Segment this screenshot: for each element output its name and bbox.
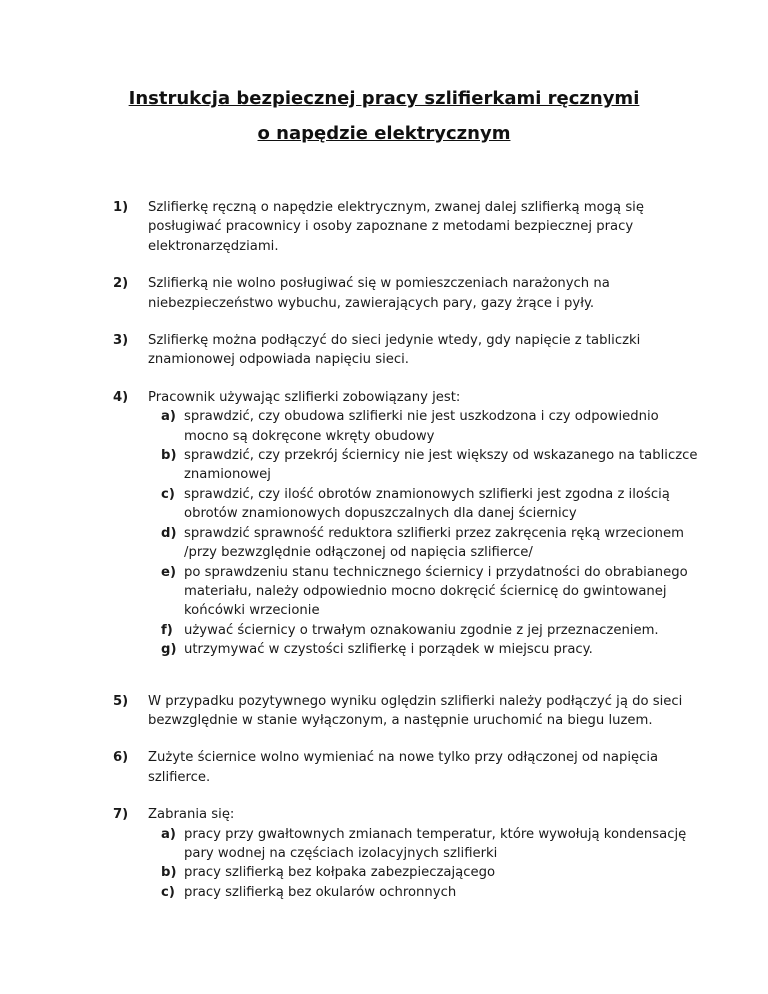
sub-list-item	[148, 407, 698, 446]
sub-list-item	[148, 863, 698, 882]
item-number: 1)	[113, 200, 129, 215]
sub-list-item	[148, 563, 698, 621]
sub-item-text: pracy przy gwałtownych zmianach temperatur, które wywołują kondensację pary wodnej na częściach izolacyjnych szlifierki	[184, 826, 687, 861]
list-item	[0, 692, 768, 731]
sub-item-text: używać ściernicy o trwałym oznakowaniu zgodnie z jej przeznaczeniem.	[184, 622, 659, 638]
sub-item-text: po sprawdzeniu stanu technicznego ściernicy i przydatności do obrabianego materiału, należy odpowiednio mocno dokręcić ściernicę do gwintowanej końcówki wrzecionie	[184, 564, 688, 619]
list-item	[0, 274, 768, 313]
item-text: Zużyte ściernice wolno wymieniać na nowe tylko przy odłączonej od napięcia szlifierce.	[148, 750, 659, 785]
sub-item-letter: c)	[161, 884, 175, 900]
sub-item-letter: g)	[161, 642, 177, 658]
list-item	[0, 805, 768, 902]
sub-item-text: sprawdzić, czy przekrój ściernicy nie jest większy od wskazanego na tabliczce znamionowej	[184, 448, 698, 483]
sub-item-letter: b)	[161, 865, 177, 881]
item-number: 3)	[113, 333, 129, 349]
item-number: 7)	[113, 807, 129, 823]
item-number: 2)	[113, 276, 129, 292]
instruction-list	[0, 180, 768, 902]
item-text: Zabrania się:	[148, 807, 235, 823]
document-title-line-2: o napędzie elektrycznym	[257, 123, 511, 144]
sub-item-letter: a)	[161, 826, 176, 842]
sub-item-letter: b)	[161, 448, 177, 464]
sub-list-item	[148, 825, 698, 864]
sub-item-text: sprawdzić, czy ilość obrotów znamionowych szlifierki jest zgodna z ilością obrotów znamionowych dopuszczalnych dla danej ściernicy	[184, 486, 670, 522]
sub-item-text: utrzymywać w czystości szlifierkę i porządek w miejscu pracy.	[184, 642, 593, 658]
sub-item-text: pracy szlifierką bez okularów ochronnych	[184, 884, 457, 900]
document-title-line-1: Instrukcja bezpiecznej pracy szlifierkami ręcznymi	[128, 88, 640, 109]
sub-item-text: sprawdzić sprawność reduktora szlifierki przez zakręcenia ręką wrzecionem /przy bezwzględnie odłączonej od napięcia szlifierce/	[184, 525, 684, 561]
sub-item-letter: e)	[161, 564, 176, 580]
list-item	[0, 388, 768, 660]
list-item	[0, 748, 768, 787]
item-text: Szlifierkę ręczną o napędzie elektrycznym, zwanej dalej szlifierką mogą się posługiwać pracownicy i osoby zapoznane z metodami bezpiecznej pracy elektronarzędziami.	[148, 200, 644, 254]
item-text: W przypadku pozytywnego wyniku oględzin szlifierki należy podłączyć ją do sieci bezwzględnie w stanie wyłączonym, a następnie uruchomić na biegu luzem.	[148, 693, 683, 728]
sub-item-text: pracy szlifierką bez kołpaka zabezpieczającego	[184, 865, 496, 881]
list-item	[0, 198, 768, 256]
item-number: 6)	[113, 750, 129, 766]
sub-list-item	[148, 640, 698, 659]
sub-list-item	[148, 883, 698, 902]
list-item	[0, 331, 768, 370]
item-number: 4)	[113, 389, 129, 405]
sub-item-text: sprawdzić, czy obudowa szlifierki nie jest uszkodzona i czy odpowiednio mocno są dokręcone wkręty obudowy	[184, 409, 659, 444]
item-number: 5)	[113, 693, 129, 709]
sub-item-letter: c)	[161, 486, 175, 502]
sub-item-letter: a)	[161, 409, 176, 425]
sub-item-letter: d)	[161, 525, 177, 541]
sub-list-item	[148, 524, 698, 563]
item-text: Szlifierką nie wolno posługiwać się w pomieszczeniach narażonych na niebezpieczeństwo wybuchu, zawierających pary, gazy żrące i pyły.	[148, 276, 610, 311]
sub-list-item	[148, 621, 698, 640]
item-text: Szlifierkę można podłączyć do sieci jedynie wtedy, gdy napięcie z tabliczki znamionowej odpowiada napięciu sieci.	[148, 333, 641, 368]
sub-item-letter: f)	[161, 622, 173, 638]
sub-list-item	[148, 485, 698, 524]
sub-list-item	[148, 446, 698, 485]
item-text: Pracownik używając szlifierki zobowiązany jest:	[148, 389, 461, 405]
